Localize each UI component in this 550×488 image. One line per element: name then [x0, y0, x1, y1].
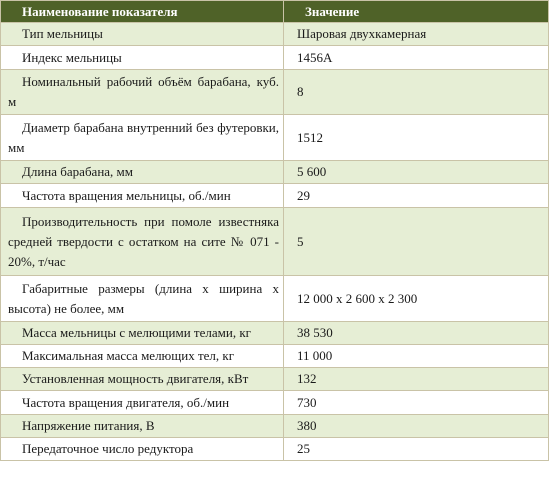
table-row — [1, 23, 549, 46]
param-value-cell — [284, 438, 549, 461]
table-row — [1, 368, 549, 391]
param-name: Диаметр барабана внутренний без футеровки, мм — [8, 119, 279, 155]
param-value: 25 — [297, 441, 310, 456]
param-value: Шаровая двухкамерная — [297, 26, 427, 41]
param-value-cell — [284, 368, 549, 391]
param-name-cell — [1, 115, 284, 161]
param-value: 1512 — [297, 129, 323, 145]
table-row — [1, 415, 549, 438]
param-name-cell — [1, 208, 284, 276]
param-value: 380 — [297, 418, 317, 433]
param-name-cell — [1, 276, 284, 322]
header-name-label: Наименование показателя — [22, 3, 178, 19]
param-value-cell — [284, 276, 549, 322]
param-name: Производительность при помоле известняка средней твердости с остатком на сите № 071 - 20%, т/час — [8, 213, 279, 269]
param-name: Установленная мощность двигателя, кВт — [22, 371, 249, 386]
param-value: 29 — [297, 187, 310, 203]
param-name: Номинальный рабочий объём барабана, куб. м — [8, 74, 279, 109]
table-row — [1, 161, 549, 184]
table-header-row — [1, 1, 549, 23]
param-name: Масса мельницы с мелющими телами, кг — [22, 325, 251, 340]
param-value: 11 000 — [297, 348, 333, 363]
param-value-cell — [284, 345, 549, 368]
param-value: 38 530 — [297, 325, 333, 340]
param-name-cell — [1, 161, 284, 184]
param-name-cell — [1, 415, 284, 438]
param-value: 5 600 — [297, 164, 327, 179]
param-value-cell — [284, 46, 549, 70]
param-value: 730 — [297, 394, 317, 410]
table-row — [1, 322, 549, 345]
header-name-cell — [1, 1, 284, 23]
param-name: Максимальная масса мелющих тел, кг — [22, 348, 235, 363]
table-row — [1, 391, 549, 415]
param-name-cell — [1, 345, 284, 368]
param-value-cell — [284, 322, 549, 345]
param-value-cell — [284, 70, 549, 115]
param-value-cell — [284, 23, 549, 46]
param-name: Частота вращения мельницы, об./мин — [22, 187, 231, 203]
param-value-cell — [284, 115, 549, 161]
param-name-cell — [1, 322, 284, 345]
param-value: 5 — [297, 233, 304, 249]
param-value: 12 000 х 2 600 х 2 300 — [297, 290, 418, 306]
table-row — [1, 115, 549, 161]
header-value-cell — [284, 1, 549, 23]
table-row — [1, 208, 549, 276]
table-row — [1, 276, 549, 322]
param-value-cell — [284, 161, 549, 184]
param-name-cell — [1, 368, 284, 391]
param-value-cell — [284, 208, 549, 276]
param-name: Напряжение питания, В — [22, 418, 155, 433]
param-name-cell — [1, 184, 284, 208]
table-row — [1, 70, 549, 115]
param-value-cell — [284, 184, 549, 208]
param-value: 1456А — [297, 49, 333, 65]
param-name: Передаточное число редуктора — [22, 441, 194, 456]
param-name-cell — [1, 438, 284, 461]
table-row — [1, 184, 549, 208]
param-value: 8 — [297, 84, 304, 99]
param-name: Частота вращения двигателя, об./мин — [22, 394, 230, 410]
param-name: Тип мельницы — [22, 26, 103, 41]
param-name: Индекс мельницы — [22, 49, 122, 65]
param-name: Длина барабана, мм — [22, 164, 134, 179]
param-value-cell — [284, 391, 549, 415]
table-row — [1, 46, 549, 70]
table-row — [1, 345, 549, 368]
param-name-cell — [1, 391, 284, 415]
header-value-label: Значение — [305, 3, 360, 19]
param-name-cell — [1, 23, 284, 46]
param-name: Габаритные размеры (длина х ширина х высота) не более, мм — [8, 280, 279, 316]
table-row — [1, 438, 549, 461]
param-value: 132 — [297, 371, 317, 386]
param-name-cell — [1, 46, 284, 70]
param-value-cell — [284, 415, 549, 438]
param-name-cell — [1, 70, 284, 115]
